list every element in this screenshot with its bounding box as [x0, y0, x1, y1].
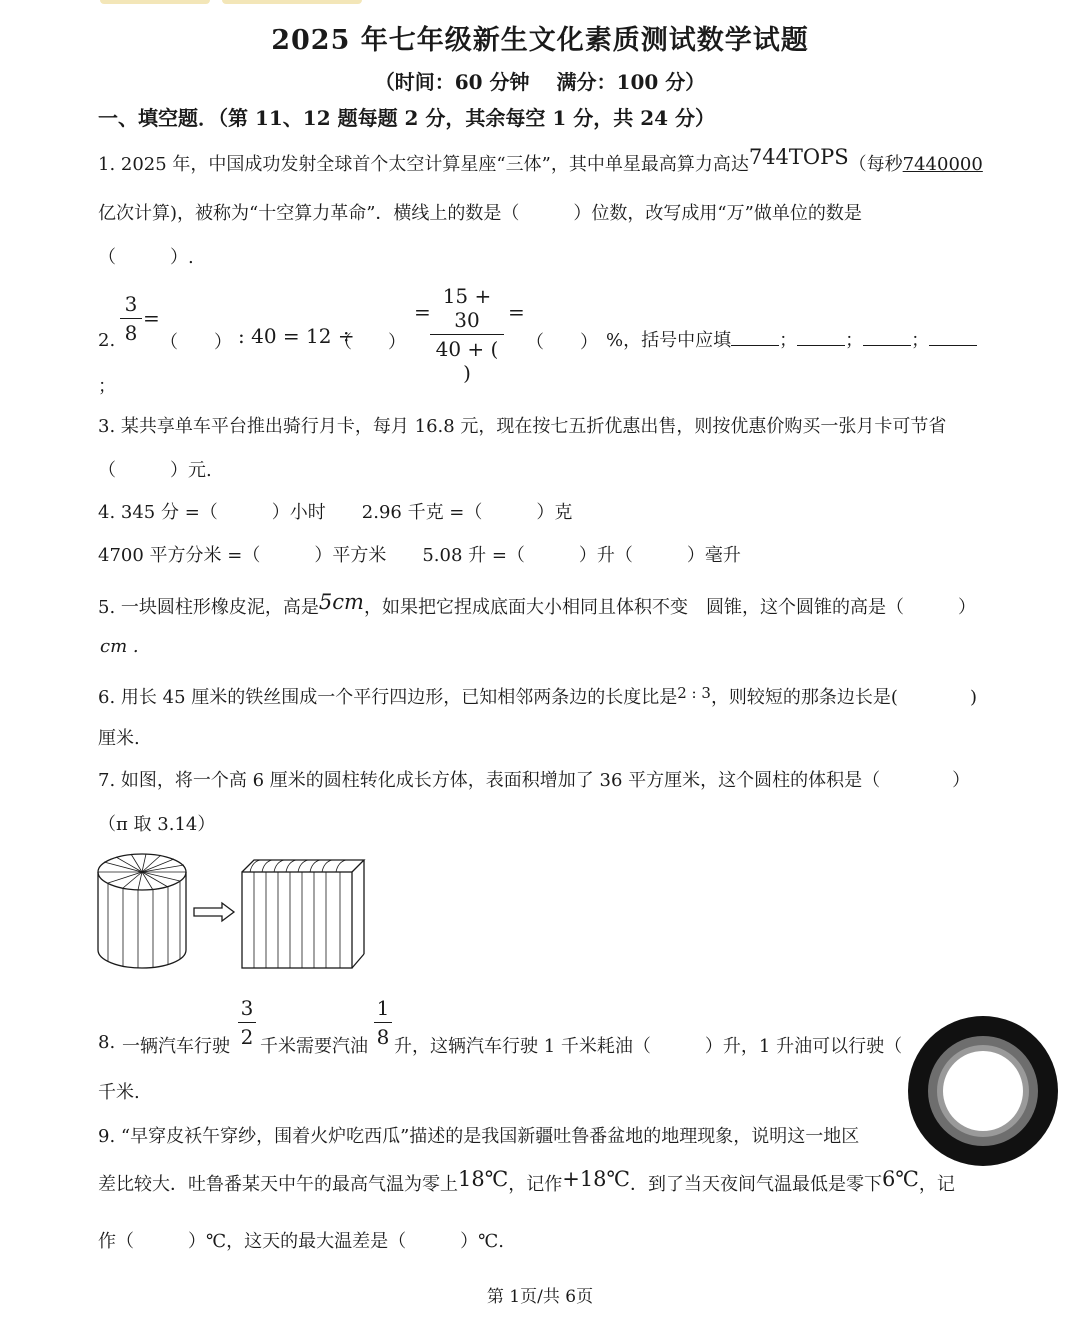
q1-text: 1. 2025 年，中国成功发射全球首个太空计算星座“三体”，其中单星最高算力高达: [98, 154, 749, 175]
floating-ring-button[interactable]: [906, 1014, 1060, 1168]
cuboid-figure: [242, 860, 364, 968]
q1-text2: （每秒: [848, 154, 903, 175]
q9-temp-recorded: +18℃: [562, 1167, 631, 1191]
q2-fraction-3-8: [120, 292, 142, 345]
q2-eq3: =: [508, 300, 525, 324]
q8-text2: 千米需要汽油: [260, 1036, 368, 1057]
q8-fraction-3-2: [238, 996, 256, 1049]
q2-frac1-numerator: 3: [124, 292, 138, 316]
q8-number: 8.: [98, 1032, 116, 1053]
exam-meta: （时间：60 分钟 满分：100 分）: [374, 70, 706, 94]
q1-tops: 744TOPS: [748, 145, 849, 169]
q2-semicolon-2: ；: [845, 330, 864, 351]
q8-text1: 一辆汽车行驶: [122, 1036, 230, 1057]
q5-text2: ，如果把它捏成底面大小相同且体积不变 圆锥，这个圆锥的高是（ ）: [363, 597, 976, 618]
q9-temp-high: 18℃: [458, 1167, 509, 1191]
q1-line2: 亿次计算)，被称为“十空算力革命”．横线上的数是（ ）位数，改写成用“万”做单位的数是: [98, 203, 862, 224]
section-heading: 一、填空题．（第 11、12 题每题 2 分，其余每空 1 分，共 24 分）: [98, 106, 716, 130]
q9-line2: [98, 1167, 955, 1196]
cylinder-figure: [98, 854, 186, 968]
q2-frac2-numerator: 15 + 30: [442, 284, 492, 332]
q2-number: 2.: [98, 330, 116, 351]
q8-frac2-numerator: 1: [376, 996, 390, 1020]
q4-line2: 4700 平方分米 =（ ）平方米 5.08 升 =（ ）升（ ）毫升: [98, 545, 741, 566]
q2-frac1-denominator: 8: [124, 321, 138, 345]
q1-line3: （ ）.: [98, 247, 194, 268]
q9-temp-low: 6℃: [882, 1167, 919, 1191]
q7-line2: （π 取 3.14）: [98, 814, 216, 835]
q8-frac2-denominator: 8: [376, 1025, 390, 1049]
q2-blank-3: [863, 329, 911, 346]
q3-line1: 3. 某共享单车平台推出骑行月卡，每月 16.8 元，现在按七五折优惠出售，则按优惠价购买一张月卡可节省: [98, 416, 947, 437]
q5-line1: [98, 590, 976, 619]
q7-figure: [94, 850, 374, 974]
q8-text3: 升，这辆汽车行驶 1 千米耗油（ ）升，1 升油可以行驶（: [394, 1036, 903, 1057]
q9-text2: ，记作: [508, 1174, 563, 1195]
q2-frac2-denominator: 40 + ( ): [435, 337, 499, 385]
top-watermark-left: [100, 0, 210, 4]
page-title: 2025 年七年级新生文化素质测试数学试题: [271, 25, 809, 56]
q8-frac1-denominator: 2: [240, 1025, 254, 1049]
q4-line1: 4. 345 分 =（ ）小时 2.96 千克 =（ ）克: [98, 502, 573, 523]
q2-fraction-15-30: [430, 284, 504, 385]
q2-semicolon-3: ；: [911, 330, 930, 351]
q2-blank-1: [731, 329, 779, 346]
q6-text2: ，则较短的那条边长是( ): [710, 687, 977, 708]
q8-frac1-numerator: 3: [240, 996, 254, 1020]
q6-line2: 厘米.: [98, 728, 140, 749]
q9-text4: ，记: [918, 1174, 955, 1195]
arrow-right-icon: [194, 903, 234, 921]
q5-height: 5cm: [318, 590, 364, 614]
q9-text: 差比较大．吐鲁番某天中午的最高气温为零上: [98, 1174, 458, 1195]
q8-fraction-1-8: [374, 996, 392, 1049]
q9-line1: 9. “早穿皮袄午穿纱，围着火炉吃西瓜”描述的是我国新疆吐鲁番盆地的地理现象，说明这一地区: [98, 1126, 860, 1147]
q2-tail: [606, 326, 977, 352]
q5-text: 5. 一块圆柱形橡皮泥，高是: [98, 597, 319, 618]
q5-line2: cm .: [100, 636, 139, 657]
q2-eq1: =: [143, 306, 160, 330]
q2-paren3: （ ）: [526, 332, 598, 353]
q2-semicolon-1: ；: [779, 330, 798, 351]
q2-tail-text: %，括号中应填: [606, 330, 732, 351]
q1-underlined-number: 7440000: [902, 154, 983, 175]
q9-line3: 作（ ）℃，这天的最大温差是（ ）℃.: [98, 1231, 504, 1252]
q6-line1: [98, 683, 977, 709]
q9-text3: ．到了当天夜间气温最低是零下: [630, 1174, 883, 1195]
q7-line1: 7. 如图，将一个高 6 厘米的圆柱转化成长方体，表面积增加了 36 平方厘米，这个圆柱的体积是（ ）: [98, 770, 971, 791]
q2-line2: ；: [98, 376, 116, 397]
page-footer: 第 1页/共 6页: [486, 1287, 594, 1307]
q2-blank-4: [929, 329, 977, 346]
q6-text: 6. 用长 45 厘米的铁丝围成一个平行四边形，已知相邻两条边的长度比是: [98, 687, 678, 708]
q1-line1: [98, 145, 983, 176]
q2-paren1: （ ）: [160, 332, 232, 353]
q2-paren2: （ ）: [334, 332, 406, 353]
q2-ratio: : 40 = 12 ÷: [238, 324, 355, 348]
q6-ratio: 2 : 3: [677, 684, 711, 702]
top-watermark-right: [222, 0, 362, 4]
q8-line2: 千米.: [98, 1082, 140, 1103]
q2-blank-2: [797, 329, 845, 346]
q2-eq2: =: [414, 300, 431, 324]
q3-line2: （ ）元.: [98, 460, 212, 481]
